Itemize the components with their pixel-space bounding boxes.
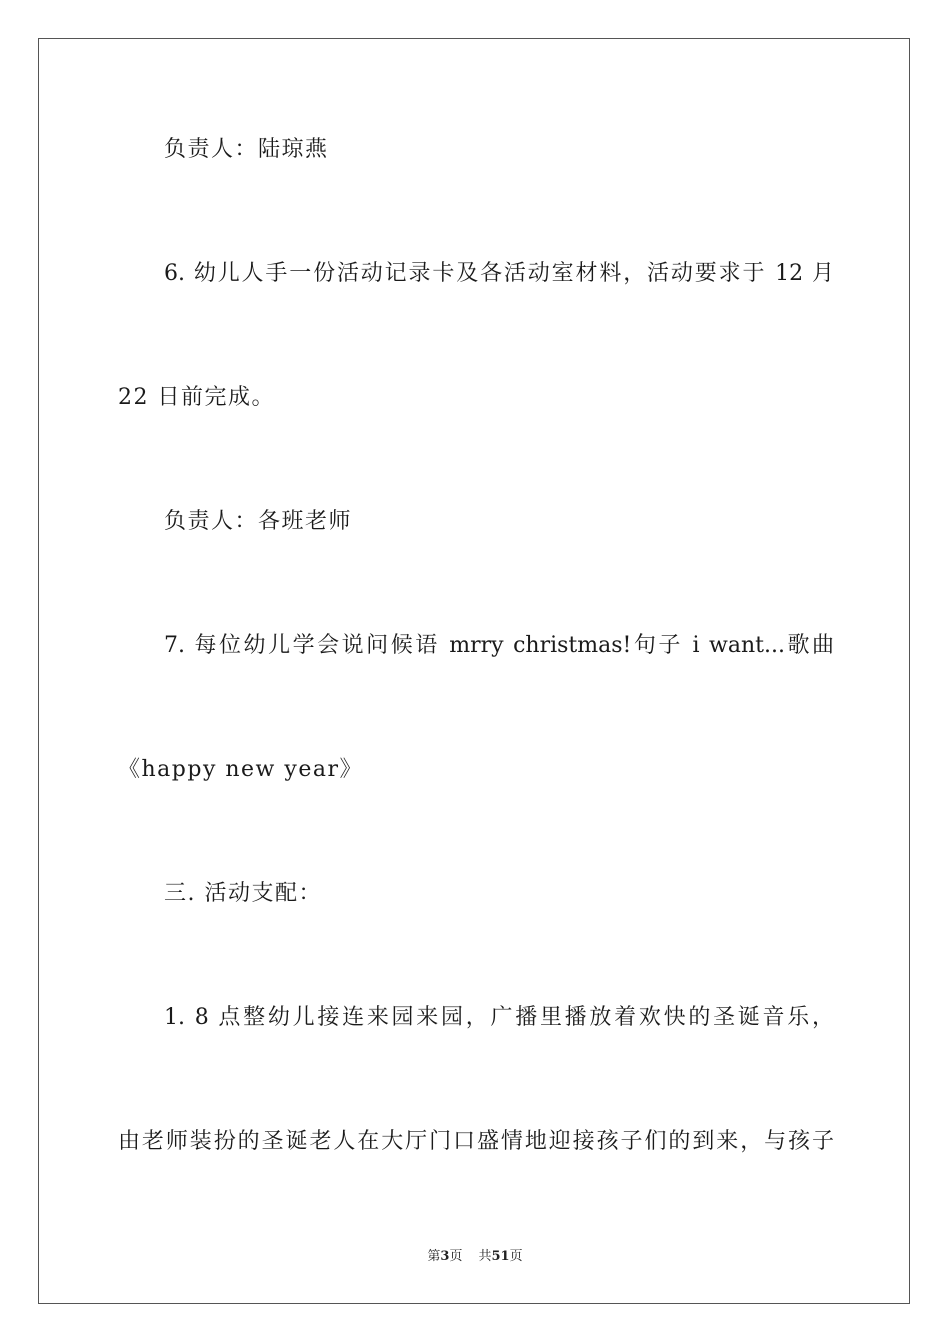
paragraph-line: 22 日前完成。 (118, 385, 275, 410)
page-border (38, 38, 910, 1304)
paragraph-line: 1. 8 点整幼儿接连来园来园，广播里播放着欢快的圣诞音乐， (164, 1005, 834, 1030)
footer-total-unit: 页 (509, 1249, 523, 1264)
page-footer (0, 1248, 950, 1266)
footer-page-prefix: 第 (427, 1249, 441, 1264)
paragraph-line: 7. 每位幼儿学会说问候语 mrry christmas!句子 i want...歌曲 (164, 633, 834, 658)
footer-page-current: 3 (440, 1249, 450, 1264)
footer-total-prefix: 共 (478, 1249, 492, 1264)
footer-page-unit: 页 (449, 1249, 463, 1264)
paragraph-line: 负责人：各班老师 (164, 509, 353, 534)
paragraph-line: 由老师装扮的圣诞老人在大厅门口盛情地迎接孩子们的到来，与孩子 (118, 1129, 834, 1154)
paragraph-line: 《happy new year》 (118, 757, 363, 782)
section-heading: 三. 活动支配： (164, 881, 322, 906)
footer-page-total: 51 (491, 1249, 510, 1264)
paragraph-line: 负责人：陆琼燕 (164, 137, 329, 162)
paragraph-line: 6. 幼儿人手一份活动记录卡及各活动室材料，活动要求于 12 月 (164, 261, 834, 286)
